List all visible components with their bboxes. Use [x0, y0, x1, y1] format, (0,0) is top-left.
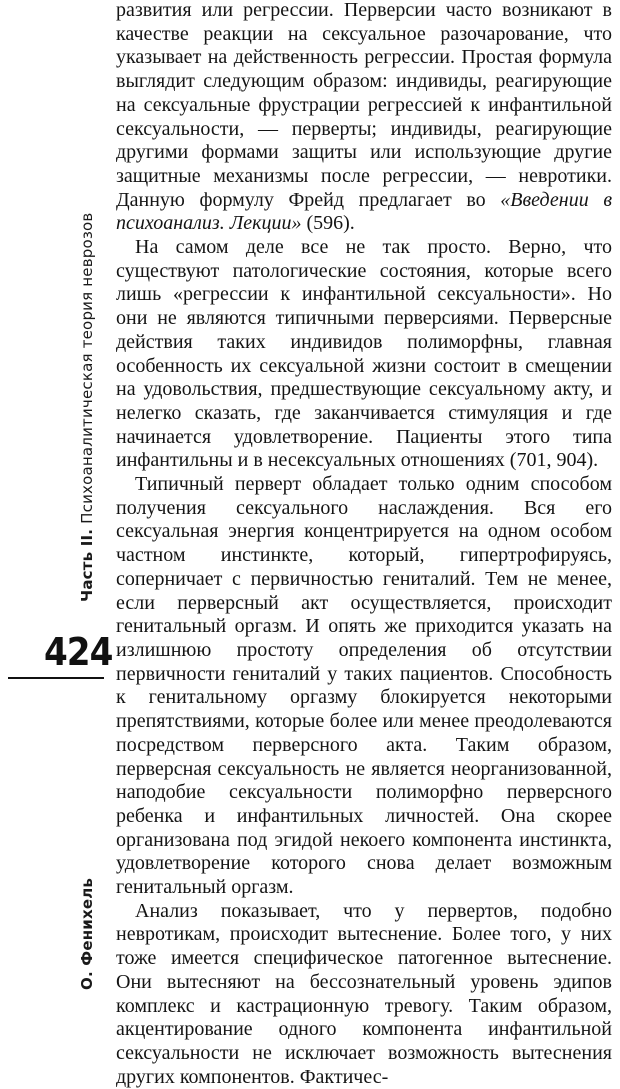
paragraph: На самом деле все не так просто. Верно, что существуют патологические состояния, которые всего лишь «регрессии к инфантильной сексуальности». Но они не являются типичными перверсиями. Перверсные действия таких индивидов полиморфны, главная особенность их сексуальной жизни состоит в смещении на удовольствия, предшествующие сексуальному акту, и нелегко сказать, где заканчивается стимуляция и где начинается удовлетворение. Пациенты этого типа инфантильны и в несексуальных отношениях (701, 904). — [116, 236, 612, 472]
paragraph-continued — [116, 0, 612, 236]
running-head-section — [78, 213, 96, 602]
section-title: Психоаналитическая теория неврозов — [78, 212, 96, 529]
paragraph: Типичный перверт обладает только одним способом получения сексуального наслаждения. Вся его сексуальная энергия концентрируется на одном особом частном инстинкте, который, гипертрофируясь, соперничает с первичностью гениталий. Тем не менее, если перверсный акт осуществляется, происходит генитальный оргазм. И опять же приходится указать на излишнюю простоту определения об отсутствии первичности гениталий у таких пациентов. Способность к генитальному оргазму блокируется некоторыми препятствиями, которые более или менее преодолеваются посредством перверсного акта. Таким образом, перверсная сексуальность не является неорганизованной, наподобие сексуальности полиморфно перверсного ребенка и инфантильных личностей. Она скорее организована под эгидой некоего компонента инстинкта, удовлетворение которого снова делает возможным генитальный оргазм. — [116, 473, 612, 899]
citation-title: «Введении в психоанализ. Лекции» — [116, 188, 612, 235]
text-column — [116, 0, 612, 1089]
citation-reference: (596). — [301, 212, 355, 235]
page-number-rule — [8, 677, 104, 679]
author-name: О. Фенихель — [78, 877, 96, 990]
paragraph-text: развития или регрессии. Перверсии часто возникают в качестве реакции на сексуальное разочарование, что указывает на действенность регрессии. Простая формула выглядит следующим образом: индивиды, реагирующие на сексуальные фрустрации регрессией к инфантильной сексуальности, — перверты; индивиды, реагирующие другими формами защиты или использующие другие защитные механизмы после регрессии, — невротики. Данную формулу Фрейд предлагает во — [116, 0, 612, 211]
paragraph: Анализ показывает, что у первертов, подобно невротикам, происходит вытеснение. Более того, у них тоже имеется специфическое патогенное вытеснение. Они вытесняют на бессознательный уровень эдипов комплекс и кастрационную тревогу. Таким образом, акцентирование одного компонента инфантильной сексуальности не исключает возможность вытеснения других компонентов. Фактичес- — [116, 899, 612, 1088]
running-head-author — [78, 878, 96, 990]
page-number: 424 — [44, 630, 113, 674]
part-number: Часть II. — [78, 528, 96, 602]
